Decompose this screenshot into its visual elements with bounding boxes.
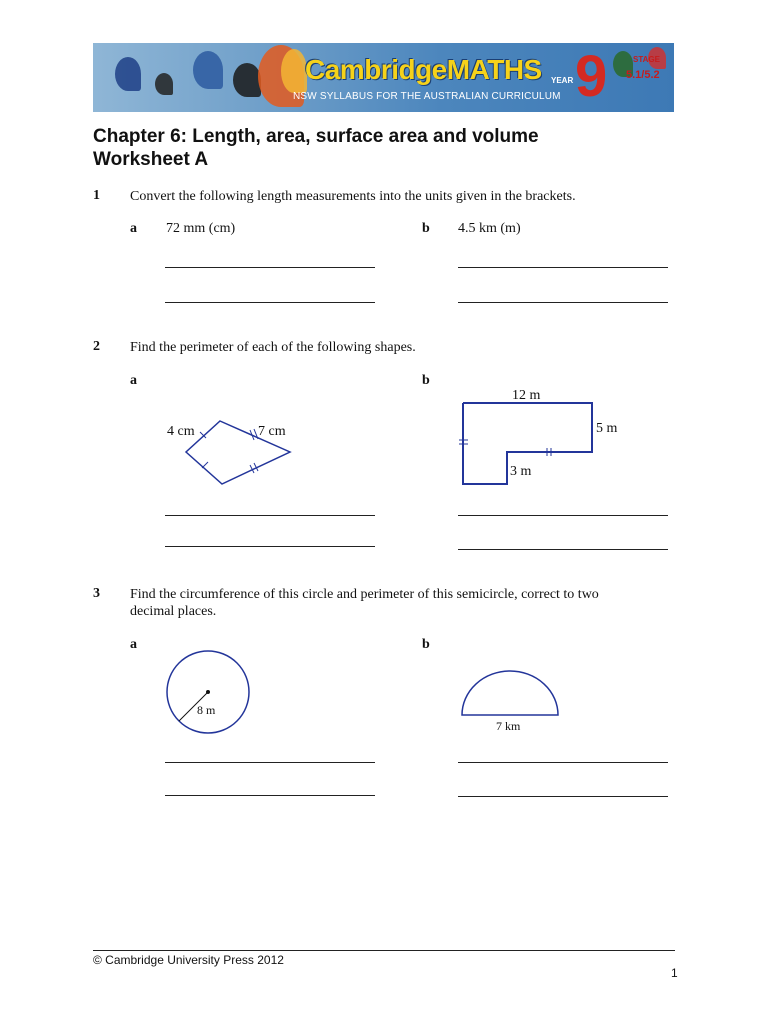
question-2-number: 2 xyxy=(93,339,100,354)
title-line-2: Worksheet A xyxy=(93,149,209,170)
answer-line-1b-1[interactable] xyxy=(458,267,668,268)
question-3b-label: b xyxy=(422,637,430,652)
question-1b-label: b xyxy=(422,221,430,236)
question-2-text: Find the perimeter of each of the following shapes. xyxy=(130,340,416,355)
year-number: 9 xyxy=(575,44,608,109)
page-title xyxy=(93,125,693,171)
tick-mark xyxy=(202,462,208,468)
kite-decoration xyxy=(155,73,173,95)
answer-line-3b-2[interactable] xyxy=(458,796,668,797)
kite-label-7cm: 7 cm xyxy=(258,424,286,439)
question-1b-text: 4.5 km (m) xyxy=(458,221,521,236)
footer-rule xyxy=(93,950,675,951)
question-3-number: 3 xyxy=(93,586,100,601)
footer-copyright: © Cambridge University Press 2012 xyxy=(93,953,284,967)
title-line-1: Chapter 6: Length, area, surface area and volume xyxy=(93,126,539,147)
answer-line-1a-1[interactable] xyxy=(165,267,375,268)
answer-line-1b-2[interactable] xyxy=(458,302,668,303)
question-3-text-line-1: Find the circumference of this circle and perimeter of this semicircle, correct to two xyxy=(130,587,599,602)
question-3-text-line-2: decimal places. xyxy=(130,604,217,619)
stage-label: STAGE xyxy=(633,55,660,64)
kite-decoration xyxy=(115,57,141,91)
kite-label-4cm: 4 cm xyxy=(167,424,195,439)
l-shape-label-5m: 5 m xyxy=(596,421,618,436)
answer-line-2b-2[interactable] xyxy=(458,549,668,550)
answer-line-2a-2[interactable] xyxy=(165,546,375,547)
semicircle-outline xyxy=(462,671,558,715)
circle-label-8m: 8 m xyxy=(197,703,216,717)
page-number: 1 xyxy=(671,966,678,980)
kite-decoration xyxy=(281,49,307,93)
kite-decoration xyxy=(233,63,261,97)
brand-logo: CambridgeMATHS xyxy=(305,54,542,85)
answer-line-3b-1[interactable] xyxy=(458,762,668,763)
question-2b-label: b xyxy=(422,373,430,388)
kite-decoration xyxy=(193,51,223,89)
answer-line-1a-2[interactable] xyxy=(165,302,375,303)
question-1a-label: a xyxy=(130,221,137,236)
question-2a-label: a xyxy=(130,373,137,388)
answer-line-2b-1[interactable] xyxy=(458,515,668,516)
question-1a-text: 72 mm (cm) xyxy=(166,221,236,236)
semicircle-label-7km: 7 km xyxy=(496,719,521,733)
brand-subtitle: NSW SYLLABUS FOR THE AUSTRALIAN CURRICULUM xyxy=(293,91,561,102)
circle-figure xyxy=(160,650,260,735)
kite-shape-figure xyxy=(160,410,310,495)
stage-value: 5.1/5.2 xyxy=(626,69,660,81)
answer-line-3a-2[interactable] xyxy=(165,795,375,796)
question-3-text xyxy=(130,586,599,620)
question-1-number: 1 xyxy=(93,188,100,203)
semicircle-figure xyxy=(455,665,565,740)
l-shape-label-3m: 3 m xyxy=(510,464,532,479)
l-shape-figure xyxy=(455,385,635,490)
year-label: YEAR xyxy=(551,76,574,85)
l-shape-label-12m: 12 m xyxy=(512,388,541,403)
question-1-text: Convert the following length measurements into the units given in the brackets. xyxy=(130,189,576,204)
question-3a-label: a xyxy=(130,637,137,652)
header-banner xyxy=(93,43,674,112)
answer-line-2a-1[interactable] xyxy=(165,515,375,516)
answer-line-3a-1[interactable] xyxy=(165,762,375,763)
